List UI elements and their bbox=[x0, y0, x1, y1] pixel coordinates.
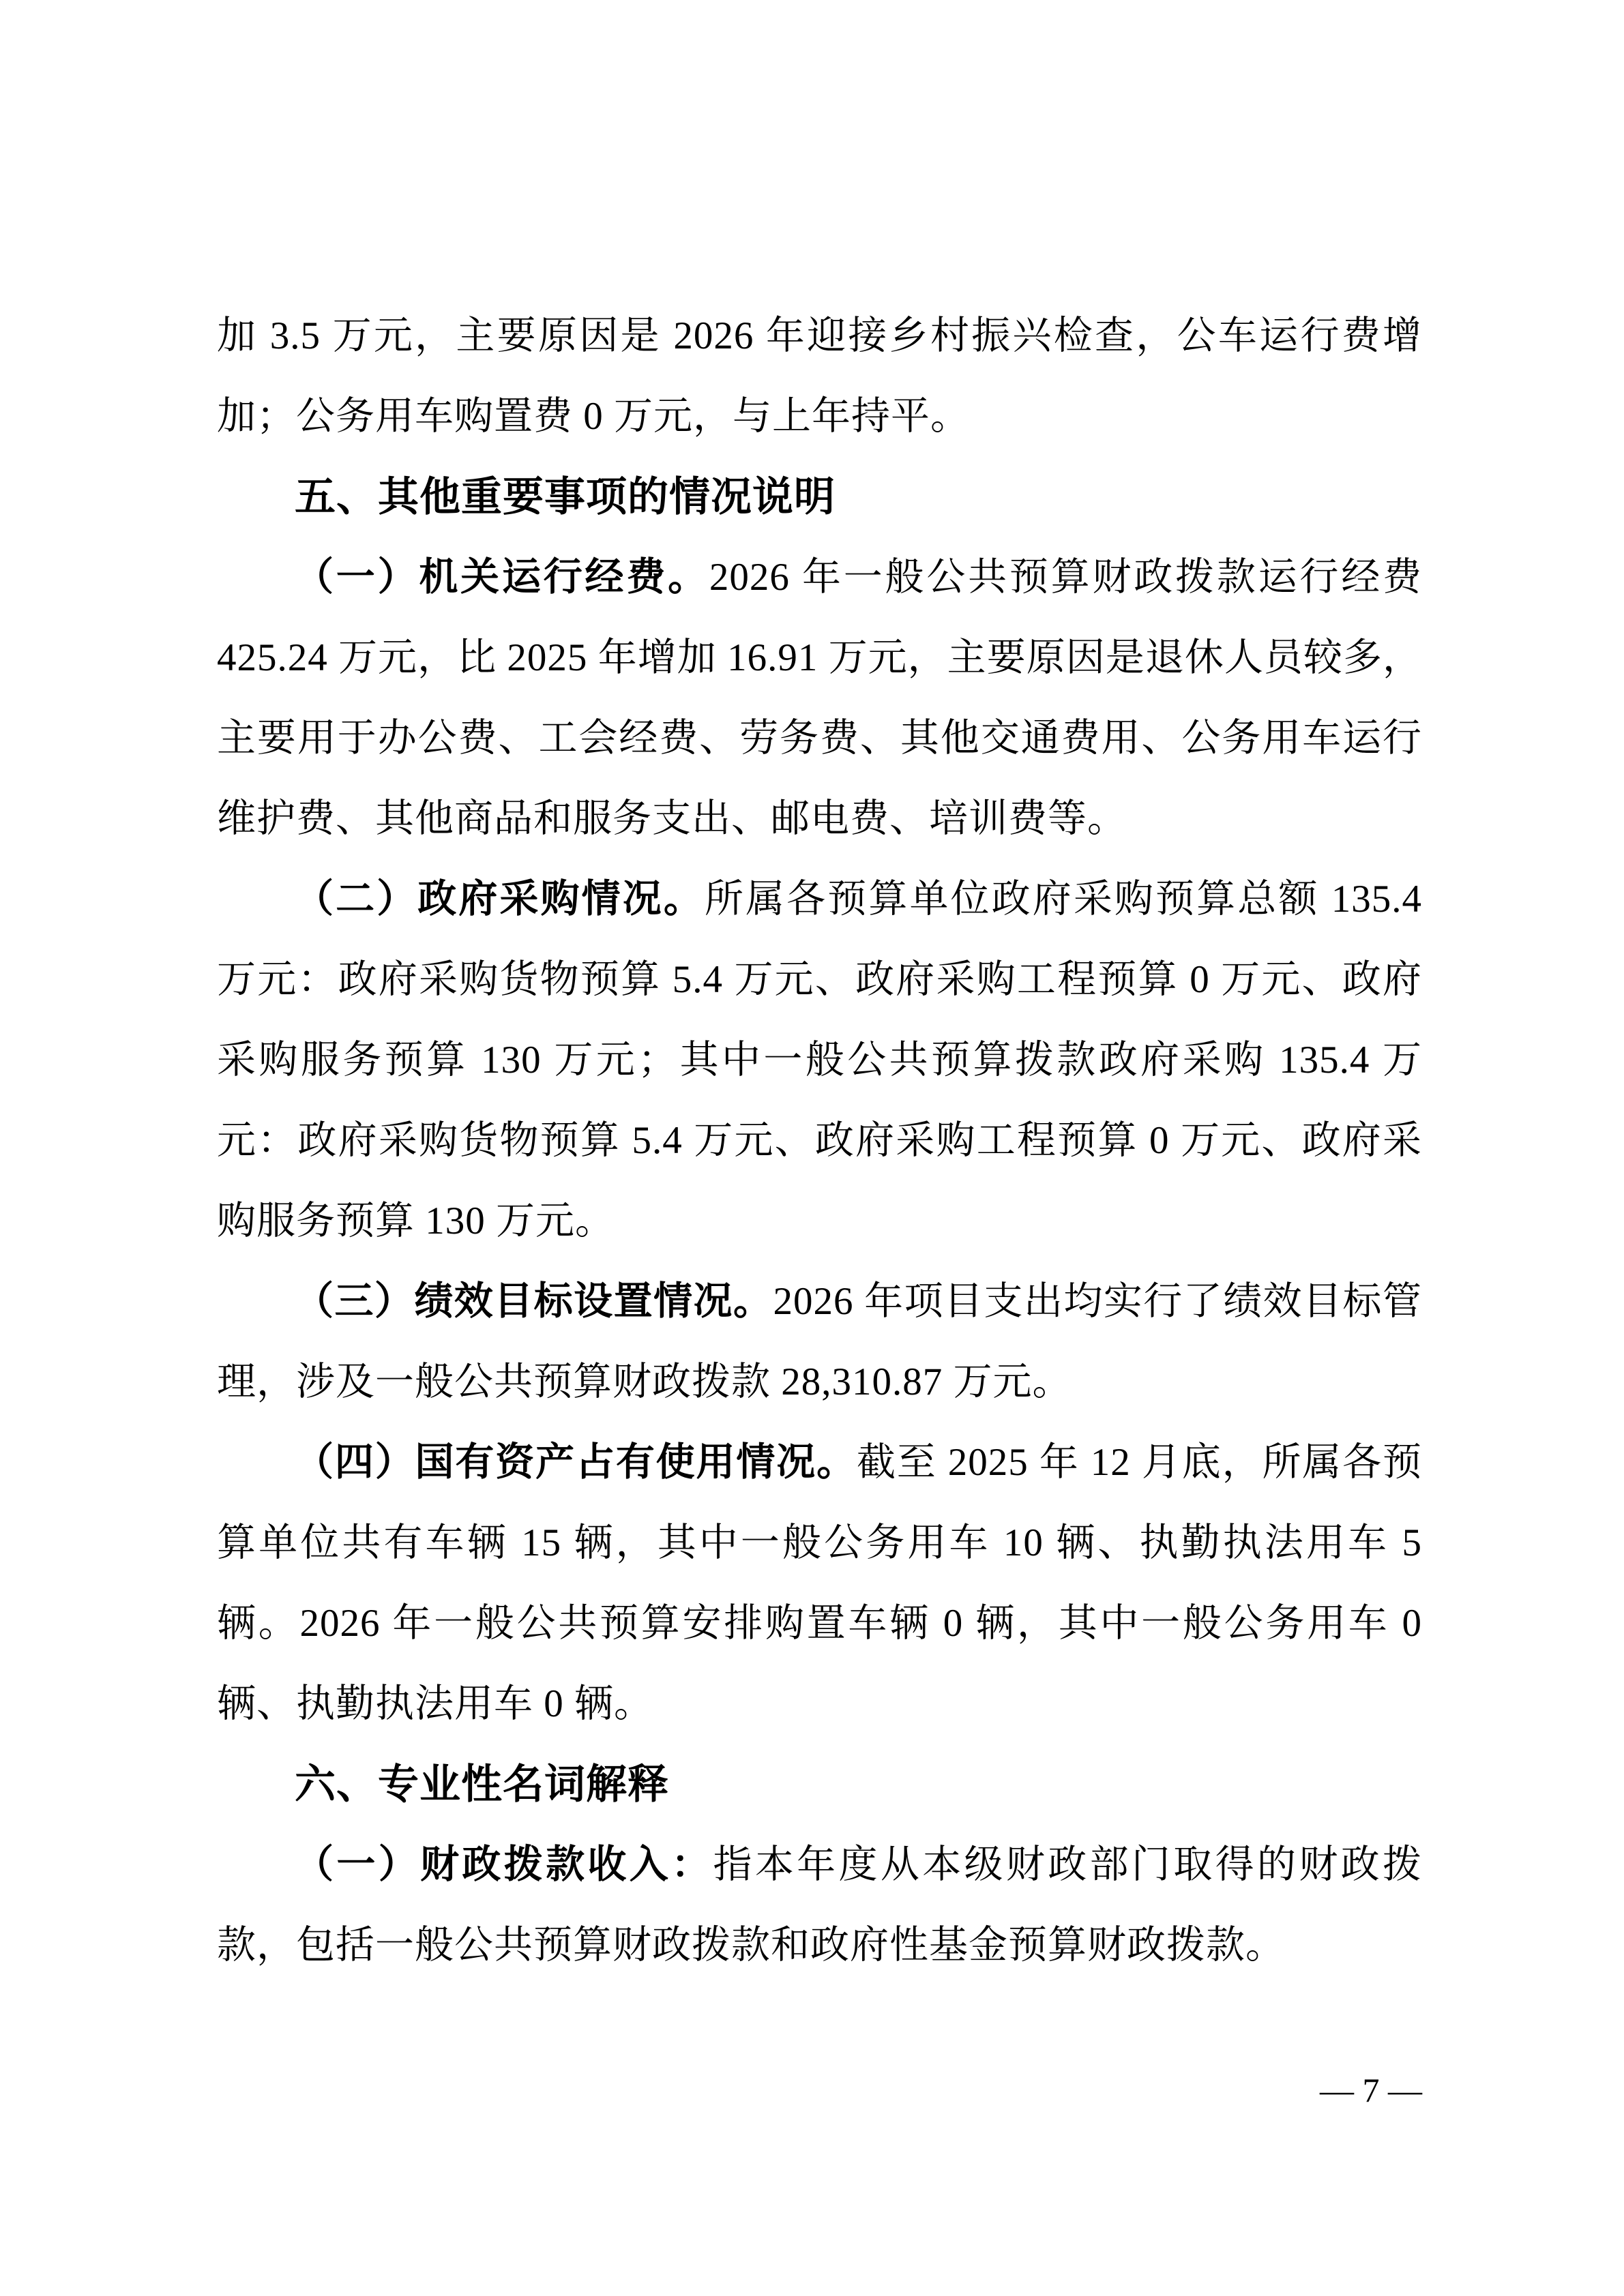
paragraph-performance-targets bbox=[217, 1262, 1422, 1422]
paragraph-text: 所属各预算单位政府采购预算总额 135.4 万元：政府采购货物预算 5.4 万元、政府采购工程预算 0 万元、政府采购服务预算 130 万元；其中一般公共预算拨款政府采购 135.4 万元：政府采购货物预算 5.4 万元、政府采购工程预算 0 万元、政府采购服务预算 130 万元。 bbox=[217, 878, 1423, 1242]
paragraph-text: 加 3.5 万元，主要原因是 2026 年迎接乡村振兴检查，公车运行费增加；公务用车购置费 0 万元，与上年持平。 bbox=[217, 314, 1422, 438]
paragraph-text: 2026 年一般公共预算财政拨款运行经费 425.24 万元，比 2025 年增加 16.91 万元，主要原因是退休人员较多，主要用于办公费、工会经费、劳务费、其他交通费用、公务用车运行维护费、其他商品和服务支出、邮电费、培训费等。 bbox=[217, 556, 1423, 840]
paragraph-text: 2026 年项目支出均实行了绩效目标管理，涉及一般公共预算财政拨款 28,310.87 万元。 bbox=[217, 1280, 1423, 1403]
paragraph-lead: （四）国有资产占有使用情况。 bbox=[295, 1441, 857, 1484]
page-number: — 7 — bbox=[1320, 2071, 1422, 2109]
paragraph-lead: （一）财政拨款收入： bbox=[295, 1843, 713, 1886]
paragraph-government-procurement bbox=[217, 859, 1422, 1262]
heading-text: 六、专业性名词解释 bbox=[295, 1761, 669, 1807]
paragraph-state-assets bbox=[217, 1422, 1422, 1744]
paragraph-lead: （一）机关运行经费。 bbox=[295, 556, 709, 599]
paragraph-lead: （三）绩效目标设置情况。 bbox=[295, 1280, 773, 1323]
document-body bbox=[217, 296, 1422, 1986]
page-footer bbox=[217, 2065, 1422, 2115]
paragraph-text: 指本年度从本级财政部门取得的财政拨款，包括一般公共预算财政拨款和政府性基金预算财政拨款。 bbox=[217, 1843, 1423, 1967]
section-heading-five bbox=[217, 457, 1422, 537]
paragraph-lead: （二）政府采购情况。 bbox=[295, 878, 705, 921]
heading-text: 五、其他重要事项的情况说明 bbox=[295, 474, 836, 520]
paragraph-continued bbox=[217, 296, 1422, 457]
paragraph-org-operating-expense bbox=[217, 537, 1422, 859]
paragraph-text: 截至 2025 年 12 月底，所属各预算单位共有车辆 15 辆，其中一般公务用车 10 辆、执勤执法用车 5 辆。2026 年一般公共预算安排购置车辆 0 辆，其中一般公务用车 0 辆、执勤执法用车 0 辆。 bbox=[217, 1441, 1423, 1725]
paragraph-fiscal-appropriation-definition bbox=[217, 1825, 1422, 1986]
section-heading-six bbox=[217, 1744, 1422, 1825]
